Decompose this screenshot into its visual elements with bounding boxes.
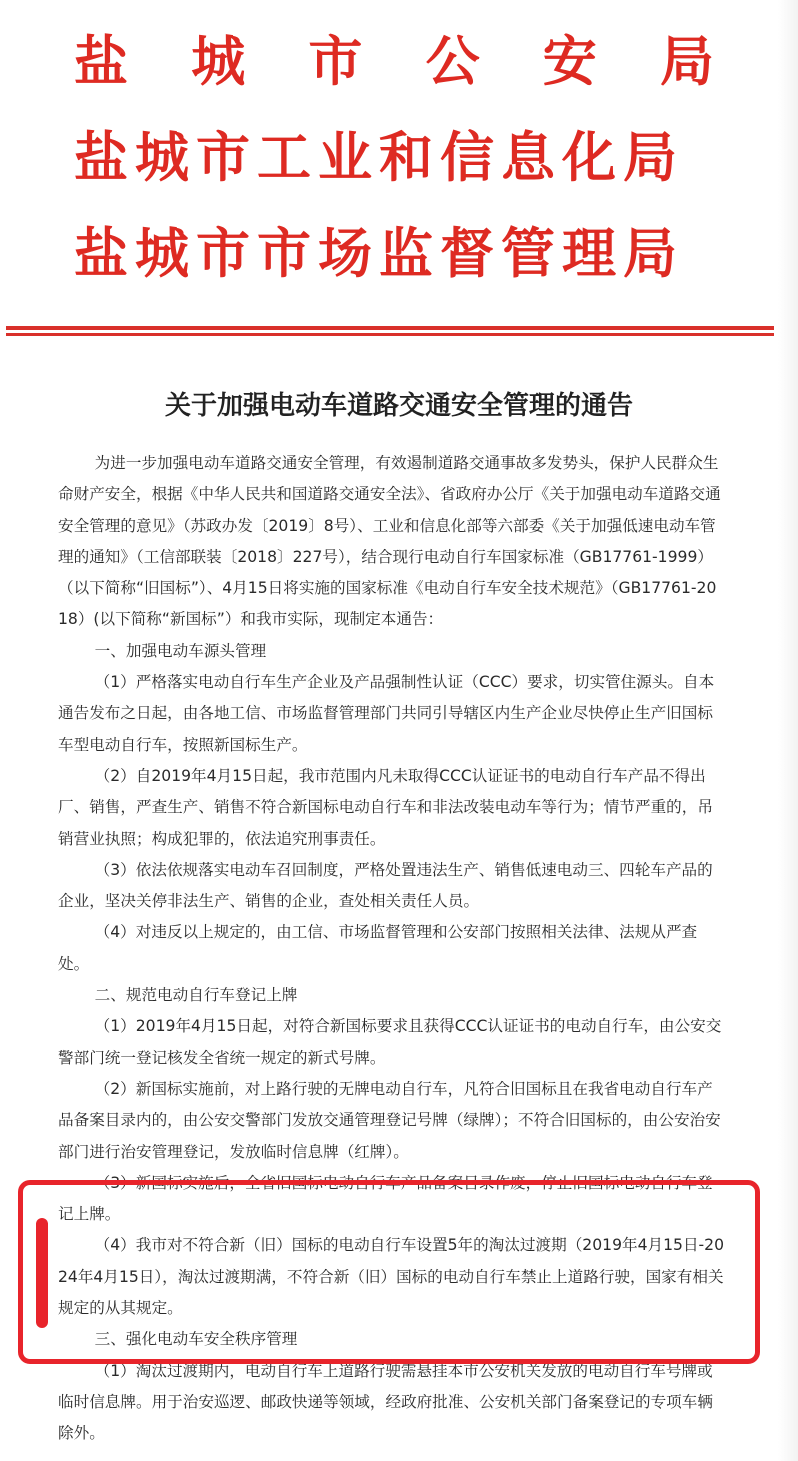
- clause-paragraph-highlighted: （3）新国标实施后，全省旧国标电动自行车产品备案目录作废，停止旧国标电动自行车登记上牌。: [58, 1173, 713, 1224]
- clause-paragraph-highlighted: （4）我市对不符合新（旧）国标的电动自行车设置5年的淘汰过渡期（2019年4月15日-2024年4月15日），淘汰过渡期满，不符合新（旧）国标的电动自行车禁止上道路行驶，国家有相关规定的从其规定。: [58, 1236, 725, 1318]
- intro-paragraph: 为进一步加强电动车道路交通安全管理，有效遏制道路交通事故多发势头，保护人民群众生命财产安全，根据《中华人民共和国道路交通安全法》、省政府办公厅《关于加强电动车道路交通安全管理的意见》（苏政办发〔2019〕8号）、工业和信息化部等六部委《关于加强低速电动车管理的通知》（工信部联装〔2018〕227号），结合现行电动自行车国家标准（GB17761-1999）（以下简称“旧国标”）、4月15日将实施的国家标准《电动自行车安全技术规范》（GB17761-2018）(以下简称“新国标”）和我市实际，现制定本通告：: [58, 454, 721, 629]
- page-edge-shadow: [778, 0, 798, 1461]
- red-margin-marker: [36, 1218, 48, 1328]
- red-divider-thin: [6, 333, 774, 336]
- clause-paragraph: （4）对违反以上规定的，由工信、市场监督管理和公安部门按照相关法律、法规从严查处。: [58, 923, 698, 973]
- letterhead-line-public-security: [74, 26, 714, 96]
- letterhead-char: 市: [308, 29, 363, 93]
- clause-paragraph: （2）新国标实施前，对上路行驶的无牌电动自行车，凡符合旧国标且在我省电动自行车产品备案目录内的，由公安交警部门发放交通管理登记号牌（绿牌）；不符合旧国标的，由公安治安部门进行治安管理登记，发放临时信息牌（红牌）。: [58, 1079, 721, 1161]
- clause-paragraph: （1）2019年4月15日起，对符合新国标要求且获得CCC认证证书的电动自行车，由公安交警部门统一登记核发全省统一规定的新式号牌。: [58, 1017, 722, 1067]
- letterhead-char: 城: [191, 29, 246, 93]
- letterhead-char: 盐: [74, 29, 128, 93]
- letterhead: [0, 0, 798, 345]
- letterhead-char: 安: [542, 29, 597, 93]
- clause-paragraph: （2）自2019年4月15日起，我市范围内凡未取得CCC认证证书的电动自行车产品不得出厂、销售，严查生产、销售不符合新国标电动自行车和非法改装电动车等行为；情节严重的，吊销营业执照；构成犯罪的，依法追究刑事责任。: [58, 766, 713, 848]
- clause-paragraph: （3）依法依规落实电动车召回制度，严格处置违法生产、销售低速电动三、四轮车产品的企业，坚决关停非法生产、销售的企业，查处相关责任人员。: [58, 860, 713, 911]
- letterhead-line-industry-it: 盐城市工业和信息化局: [74, 125, 684, 189]
- red-divider-thick: [6, 326, 774, 330]
- section-heading-3: 三、强化电动车安全秩序管理: [94, 1330, 298, 1349]
- section-heading-1: 一、加强电动车源头管理: [94, 641, 267, 660]
- letterhead-line-market-supervision: 盐城市市场监督管理局: [74, 221, 684, 285]
- letterhead-char: 公: [425, 29, 480, 93]
- clause-paragraph: （1）淘汰过渡期内，电动自行车上道路行驶需悬挂本市公安机关发放的电动自行车号牌或临时信息牌。用于治安巡逻、邮政快递等领域，经政府批准、公安机关部门备案登记的专项车辆除外。: [58, 1361, 713, 1443]
- notice-title: 关于加强电动车道路交通安全管理的通告: [164, 391, 633, 421]
- letterhead-char: 局: [659, 29, 714, 93]
- clause-paragraph: （1）严格落实电动自行车生产企业及产品强制性认证（CCC）要求，切实管住源头。自本通告发布之日起，由各地工信、市场监督管理部门共同引导辖区内生产企业尽快停止生产旧国标车型电动自行车，按照新国标生产。: [58, 673, 715, 754]
- red-highlight-box: [18, 1180, 760, 1364]
- section-heading-2: 二、规范电动自行车登记上牌: [94, 986, 298, 1005]
